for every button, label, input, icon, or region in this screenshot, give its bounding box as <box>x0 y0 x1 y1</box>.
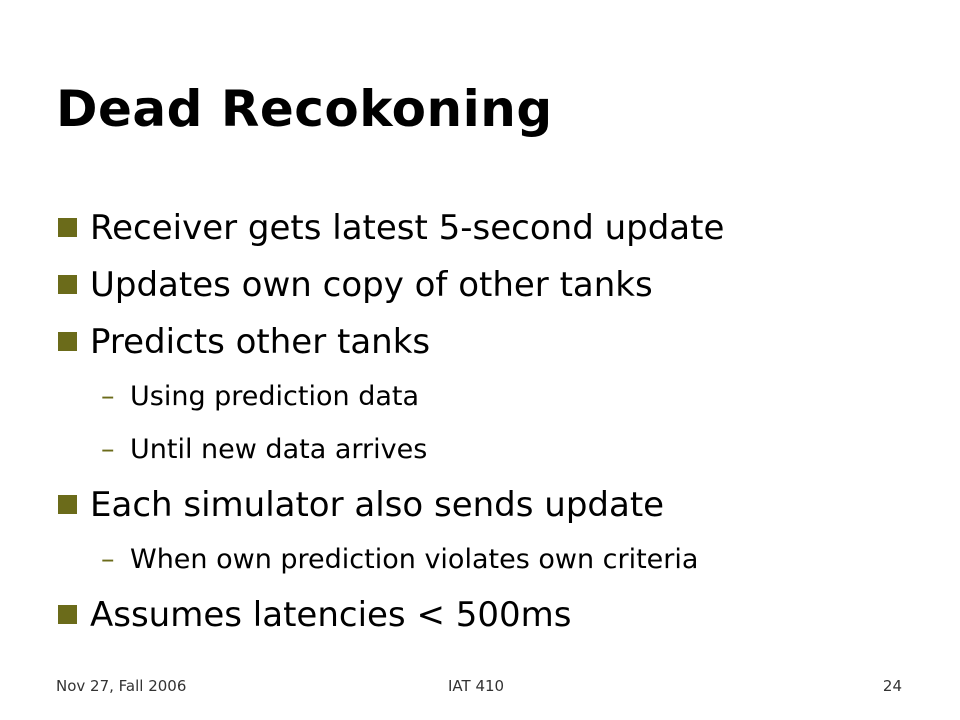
slide-title: Dead Recokoning <box>56 80 553 138</box>
square-bullet-icon <box>58 332 77 351</box>
sub-bullet-text: When own prediction violates own criteria <box>130 544 699 575</box>
dash-bullet-icon: – <box>101 544 115 575</box>
sub-bullet-item <box>56 422 936 475</box>
sub-bullet-text: Using prediction data <box>130 381 420 412</box>
bullet-item <box>56 475 936 532</box>
bullet-text: Receiver gets latest 5-second update <box>90 208 725 248</box>
bullet-item <box>56 198 936 255</box>
bullet-item <box>56 585 936 642</box>
bullet-text: Assumes latencies < 500ms <box>90 595 572 635</box>
square-bullet-icon <box>58 275 77 294</box>
bullet-text: Updates own copy of other tanks <box>90 265 653 305</box>
sub-bullet-text: Until new data arrives <box>130 434 428 465</box>
footer-date: Nov 27, Fall 2006 <box>56 677 187 695</box>
slide-number: 24 <box>882 677 902 695</box>
dash-bullet-icon: – <box>101 434 115 465</box>
footer-course: IAT 410 <box>448 677 505 695</box>
bullet-text: Each simulator also sends update <box>90 485 665 525</box>
bullet-item <box>56 312 936 369</box>
bullet-item <box>56 255 936 312</box>
bullet-list <box>56 198 936 642</box>
square-bullet-icon <box>58 605 77 624</box>
dash-bullet-icon: – <box>101 381 115 412</box>
bullet-text: Predicts other tanks <box>90 322 431 362</box>
sub-bullet-item <box>56 532 936 585</box>
square-bullet-icon <box>58 495 77 514</box>
sub-bullet-item <box>56 369 936 422</box>
square-bullet-icon <box>58 218 77 237</box>
